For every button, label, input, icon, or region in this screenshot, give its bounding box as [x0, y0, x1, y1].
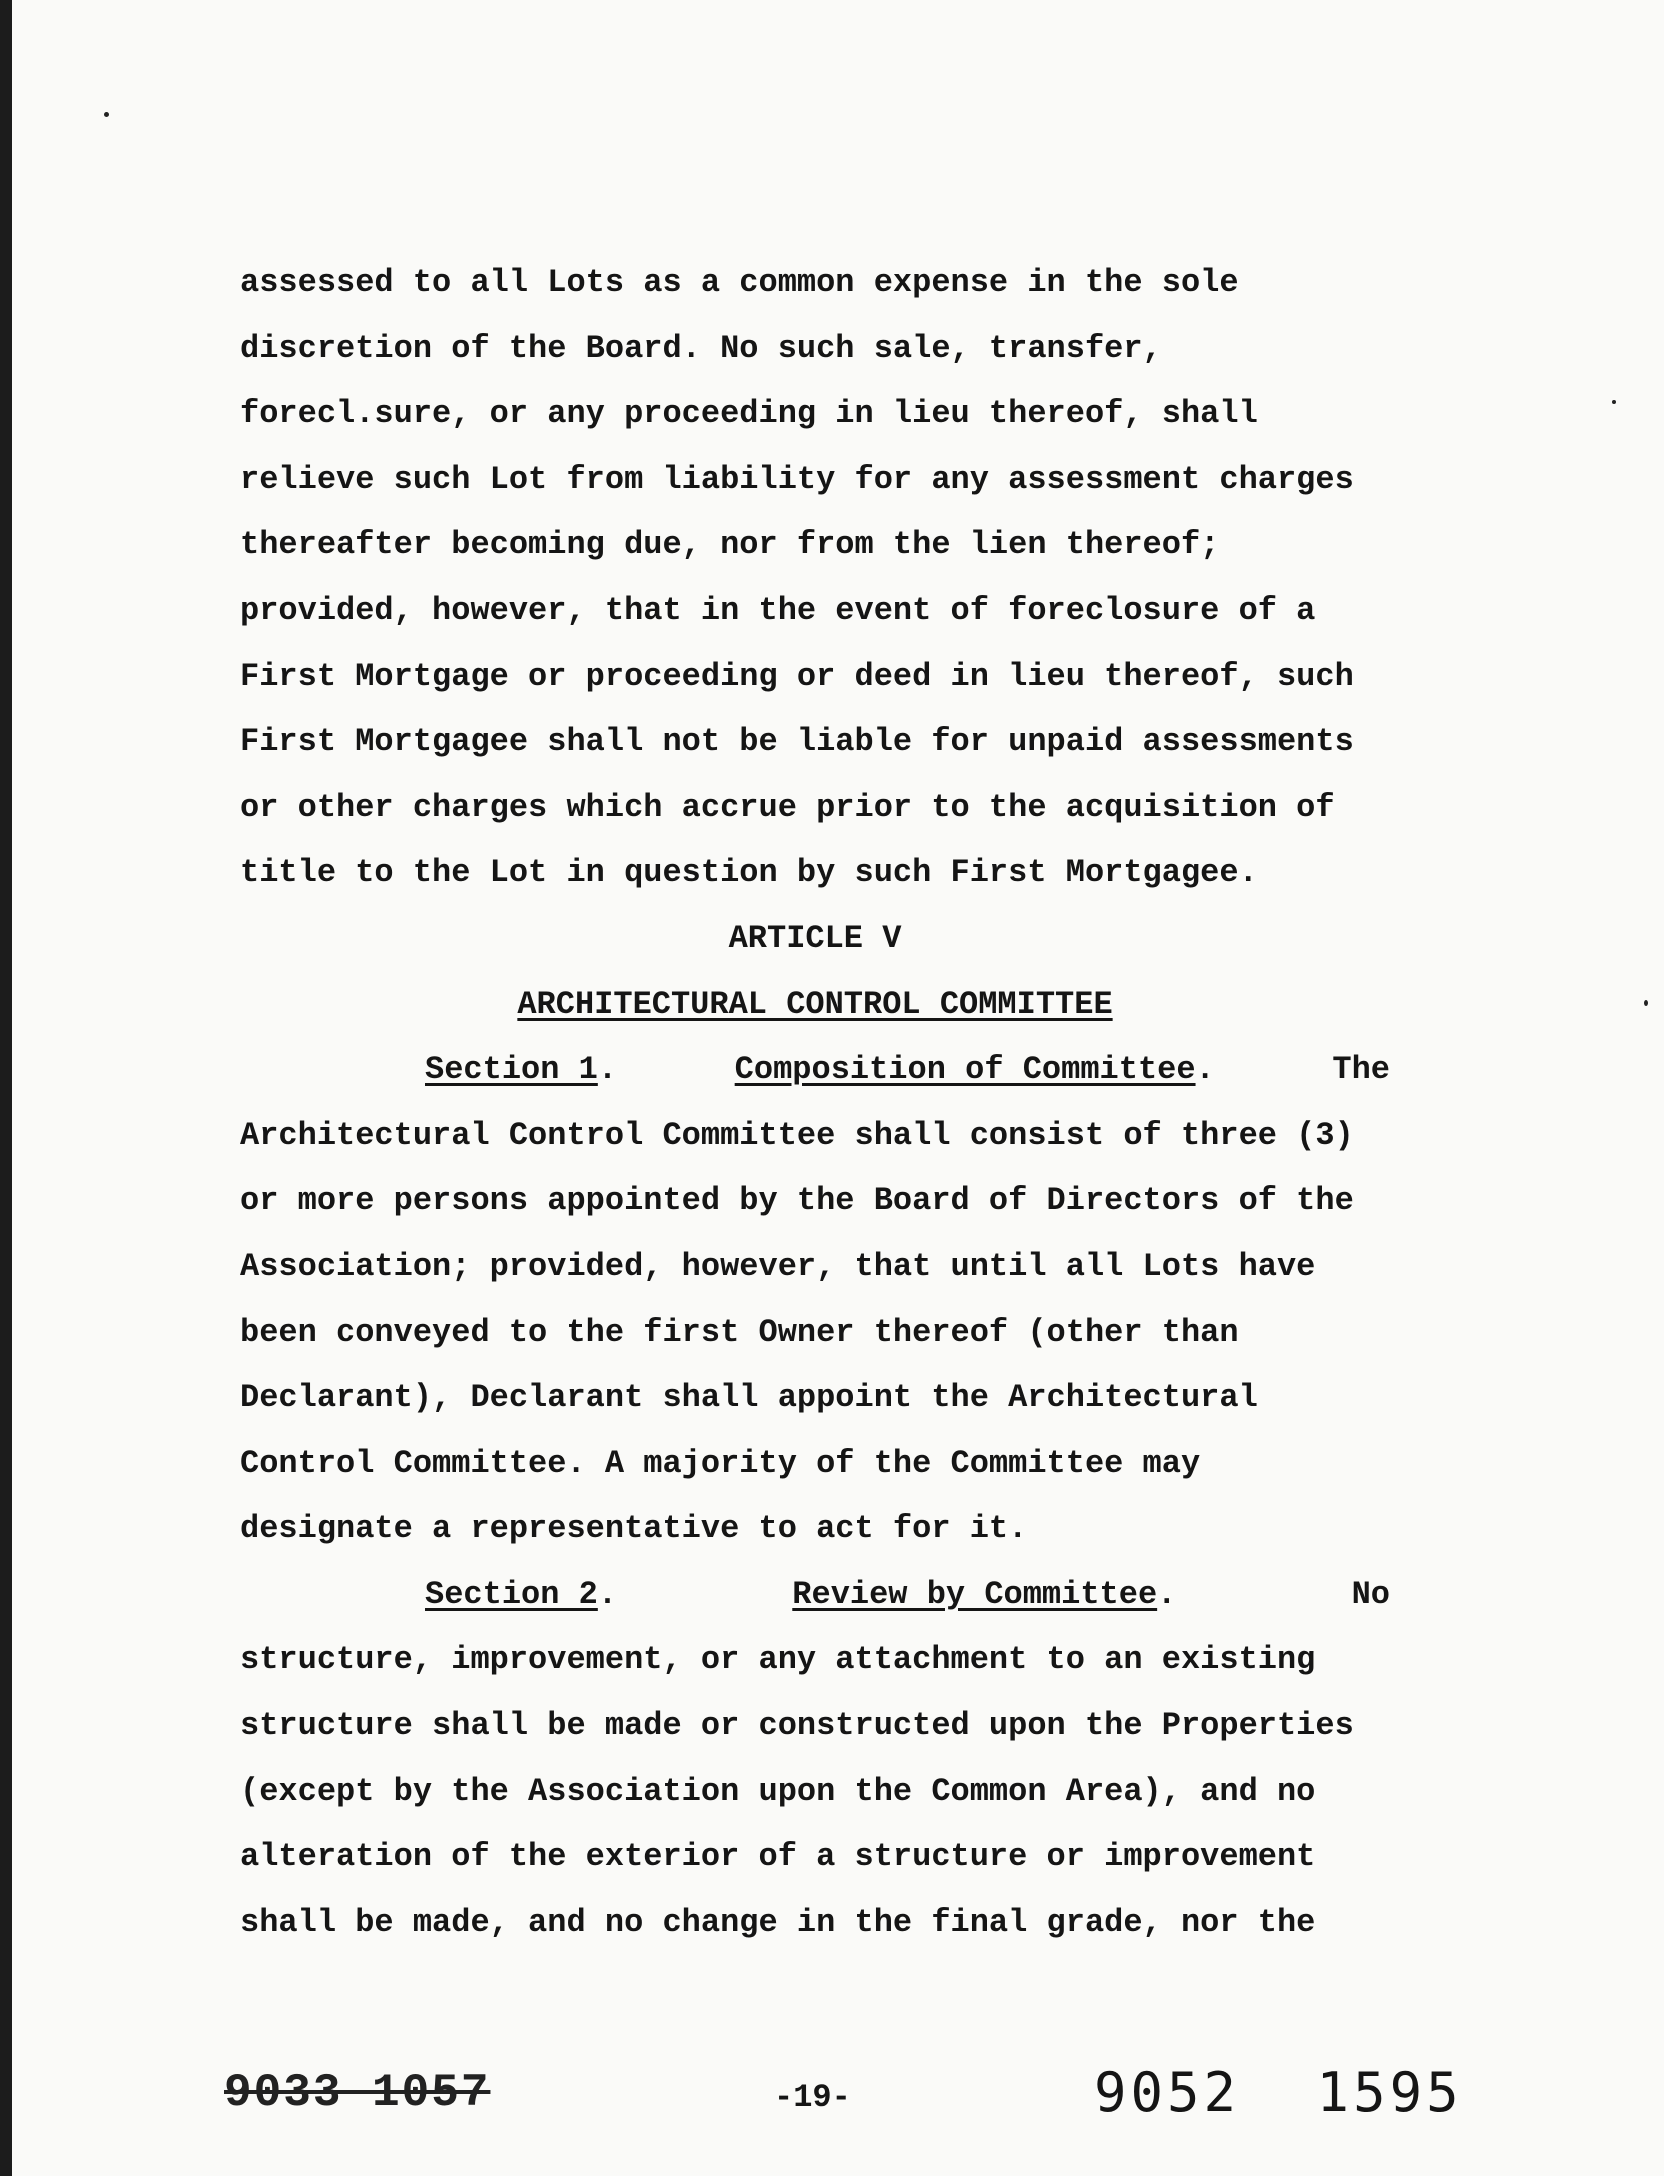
section-2-label-wrap: Section 2. [425, 1575, 618, 1613]
text-line: First Mortgage or proceeding or deed in lieu thereof, such [240, 657, 1354, 695]
text-line: assessed to all Lots as a common expense in the sole [240, 264, 1239, 301]
section-1-heading [240, 1037, 1390, 1103]
text-line: First Mortgagee shall not be liable for unpaid assessments [240, 723, 1354, 761]
text-line: Association; provided, however, that until all Lots have [240, 1247, 1316, 1285]
text-line: forecl.sure, or any proceeding in lieu thereof, shall [240, 395, 1258, 433]
scan-speck [104, 112, 109, 117]
scan-speck [1644, 1000, 1648, 1006]
section-1-label-wrap: Section 1. [425, 1051, 618, 1089]
section-2-title: Review by Committee [792, 1575, 1158, 1613]
document-page [12, 0, 1664, 2176]
section-2-heading [240, 1562, 1390, 1628]
section-2-label: Section 2 [425, 1575, 598, 1613]
text-line: designate a representative to act for it. [240, 1510, 1028, 1548]
text-line: provided, however, that in the event of foreclosure of a [240, 591, 1316, 629]
text-line: title to the Lot in question by such First Mortgagee. [240, 854, 1258, 892]
scan-speck [1612, 400, 1616, 404]
section-1-lead-word: The [1332, 1051, 1390, 1089]
body-text [240, 250, 1390, 1955]
continuation-paragraph [240, 250, 1390, 906]
section-1 [240, 1037, 1390, 1562]
text-line: Declarant), Declarant shall appoint the Architectural [240, 1379, 1258, 1417]
text-line: discretion of the Board. No such sale, transfer, [240, 329, 1162, 367]
article-title: ARCHITECTURAL CONTROL COMMITTEE [517, 985, 1113, 1023]
text-line: structure, improvement, or any attachment to an existing [240, 1641, 1316, 1679]
article-number: ARTICLE V [728, 919, 902, 957]
text-line: shall be made, and no change in the final grade, nor the [240, 1903, 1316, 1941]
section-1-label: Section 1 [425, 1051, 598, 1089]
section-1-title-wrap: Composition of Committee. [734, 1051, 1215, 1089]
page-footer [12, 2055, 1664, 2125]
text-line: relieve such Lot from liability for any assessment charges [240, 460, 1354, 498]
section-2-lead-word: No [1351, 1575, 1390, 1613]
text-line: structure shall be made or constructed upon the Properties [240, 1707, 1354, 1745]
section-2 [240, 1562, 1390, 1956]
text-line: or other charges which accrue prior to the acquisition of [240, 788, 1335, 826]
text-line: (except by the Association upon the Common Area), and no [240, 1772, 1316, 1810]
page-number: -19- [774, 2079, 851, 2116]
text-line: alteration of the exterior of a structure or improvement [240, 1838, 1316, 1876]
text-line: or more persons appointed by the Board of Directors of the [240, 1182, 1354, 1220]
text-line: Architectural Control Committee shall consist of three (3) [240, 1116, 1354, 1154]
document-number: 9052 1595 [1094, 2061, 1463, 2124]
text-line: been conveyed to the first Owner thereof (other than [240, 1313, 1239, 1351]
text-line: Control Committee. A majority of the Committee may [240, 1444, 1201, 1482]
text-line: thereafter becoming due, nor from the lien thereof; [240, 526, 1220, 564]
section-2-title-wrap: Review by Committee. [792, 1575, 1177, 1613]
struck-document-number: 9033 1057 [224, 2067, 491, 2119]
section-1-title: Composition of Committee [734, 1051, 1196, 1089]
